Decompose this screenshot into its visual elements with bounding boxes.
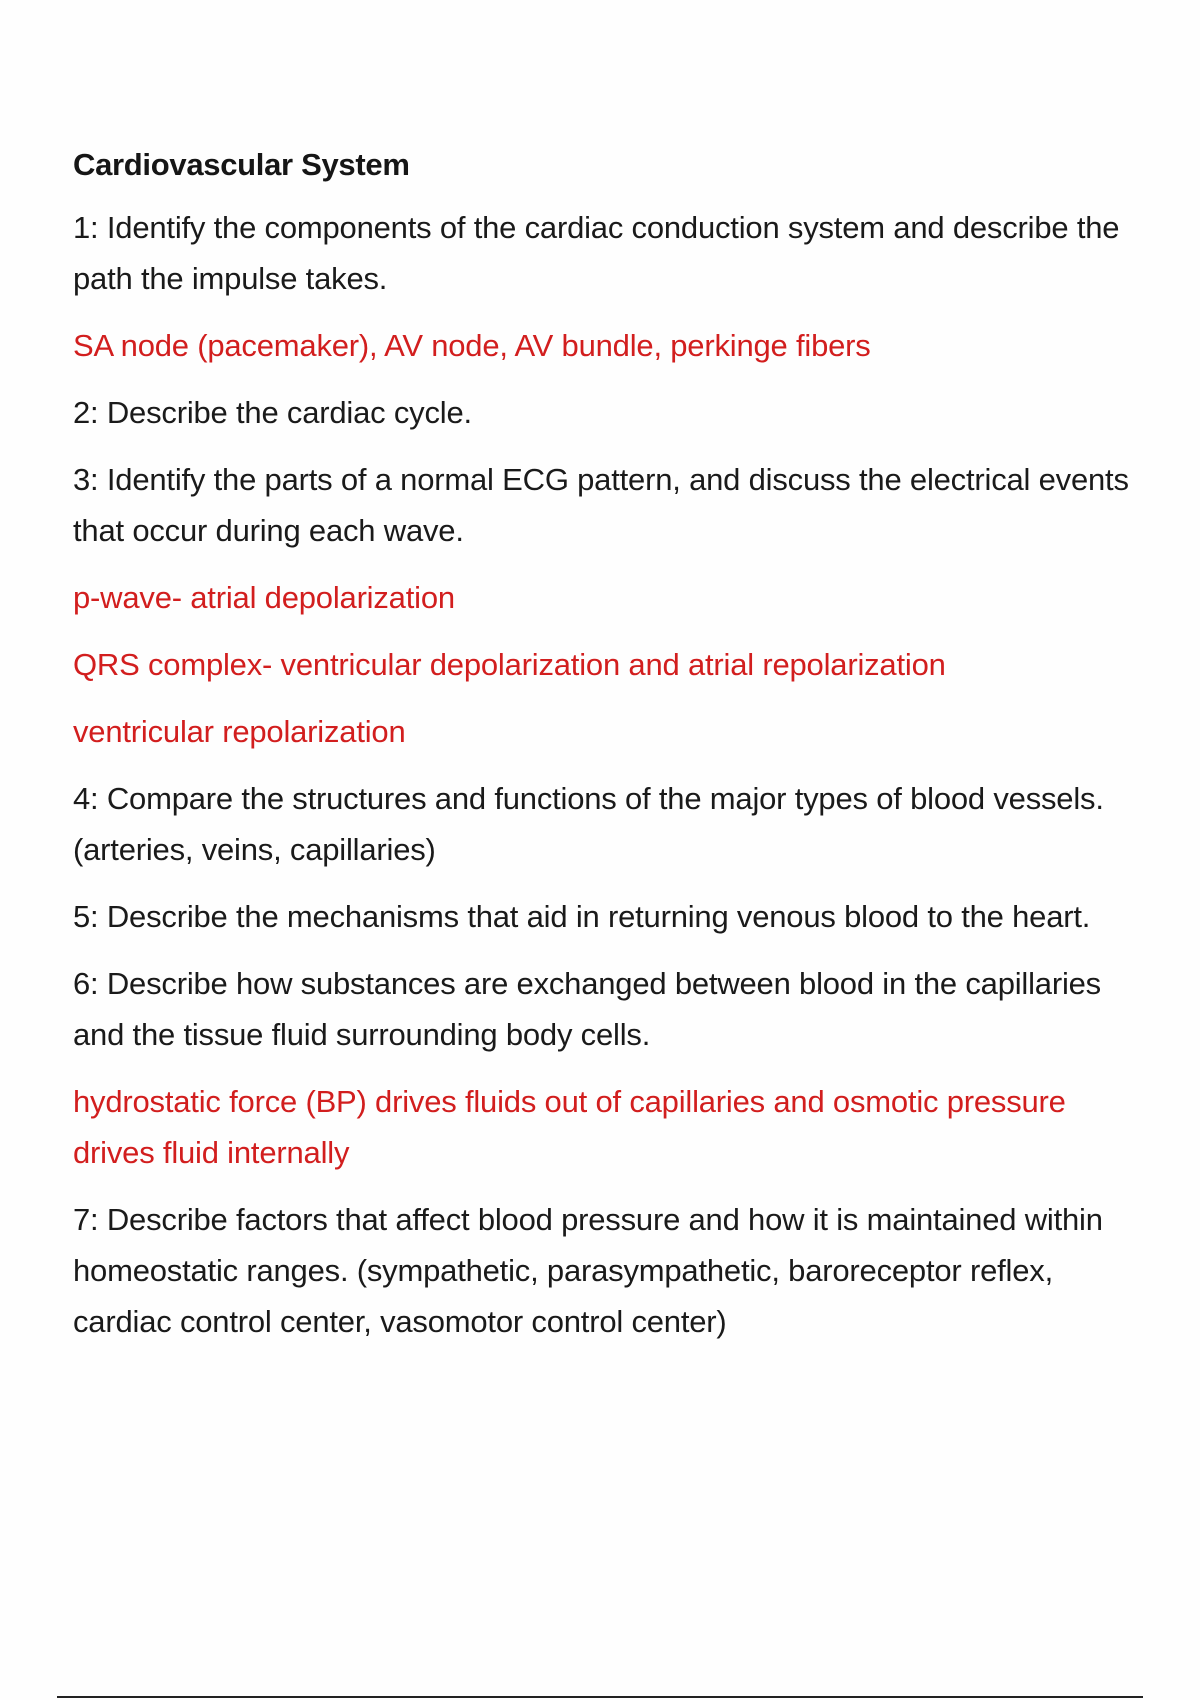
bottom-rule-divider	[57, 1696, 1143, 1698]
question-3: 3: Identify the parts of a normal ECG pattern, and discuss the electrical events that occur during each wave.	[73, 462, 1129, 548]
document-title: Cardiovascular System	[73, 147, 410, 182]
question-4: 4: Compare the structures and functions of the major types of blood vessels. (arteries, veins, capillaries)	[73, 781, 1104, 867]
document-page	[73, 140, 1153, 1363]
answer-6: hydrostatic force (BP) drives fluids out of capillaries and osmotic pressure drives fluid internally	[73, 1084, 1066, 1170]
answer-3-p-wave: p-wave- atrial depolarization	[73, 580, 455, 615]
question-1: 1: Identify the components of the cardiac conduction system and describe the path the impulse takes.	[73, 210, 1120, 296]
question-7: 7: Describe factors that affect blood pressure and how it is maintained within homeostatic ranges. (sympathetic, parasympathetic, baroreceptor reflex, cardiac control center, vasomotor control center)	[73, 1202, 1103, 1339]
answer-3-ventricular-repolarization: ventricular repolarization	[73, 714, 406, 749]
question-6: 6: Describe how substances are exchanged between blood in the capillaries and the tissue fluid surrounding body cells.	[73, 966, 1101, 1052]
answer-3-qrs-complex: QRS complex- ventricular depolarization and atrial repolarization	[73, 647, 946, 682]
question-5: 5: Describe the mechanisms that aid in returning venous blood to the heart.	[73, 899, 1091, 934]
question-2: 2: Describe the cardiac cycle.	[73, 395, 472, 430]
answer-1: SA node (pacemaker), AV node, AV bundle, perkinge fibers	[73, 328, 871, 363]
